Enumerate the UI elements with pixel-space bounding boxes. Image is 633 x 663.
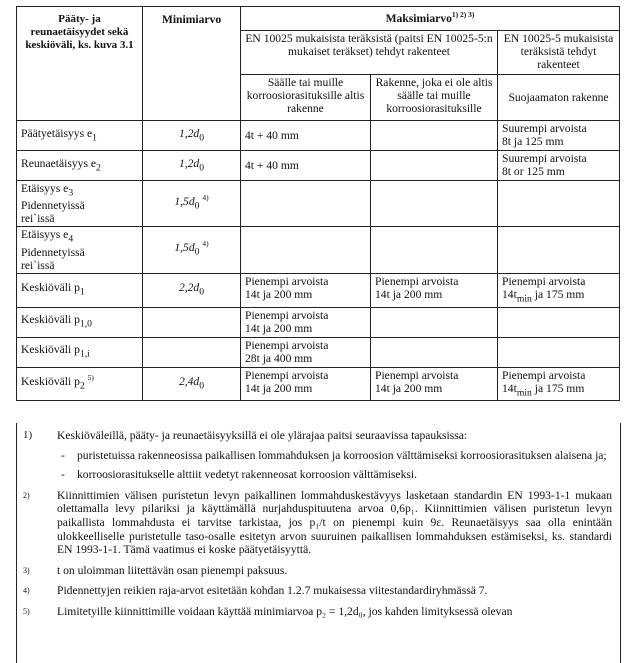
label-sub: 1 — [79, 286, 85, 298]
table-row — [17, 181, 620, 227]
dash: - — [61, 468, 65, 482]
row-label — [17, 151, 143, 181]
table-row — [17, 367, 620, 400]
a2-cell — [371, 307, 498, 337]
header-group-a: EN 10025 mukaisista teräksistä (paitsi EN 10025-5:n mukaiset teräkset) tehdyt rakenteet — [241, 31, 498, 75]
a1-line1: Pienempi arvoista — [245, 338, 329, 352]
a2-cell — [371, 181, 498, 227]
a2-cell — [371, 337, 498, 367]
a1-line1: Pienempi arvoista — [245, 274, 329, 288]
header-sub-a1: Säälle tai muille korroosiorasituksille altis rakenne — [241, 75, 371, 121]
footnote-text: t on uloimman liitettävän osan pienempi paksuus. — [57, 563, 288, 577]
min-cell — [143, 307, 241, 337]
footnote-1 — [17, 429, 612, 443]
a1-line2: 14t ja 200 mm — [245, 321, 313, 335]
min-cell — [143, 337, 241, 367]
footnote-number: 3) — [23, 565, 30, 575]
footnote-text: Kiinnittimien välisen puristetun levyn paikallinen lommahduskestävyys lasketaan standardin EN 1993-1-1 mukaan olettamalla levy pilariksi ja käyttämällä nurjahduspituutena arvoa 0,6p₁. Kiinnittimien välisen puristetun levyn paikallista lommahdusta ei tarvitse tarkistaa, jos p₁/t on pienempi kuin 9ε. Reunaetäisyys saa olla enintään ulokkeelliselle puristetulle taso-osalle esitetyn arvon suuruinen paikallisen lommahduksen estämiseksi, ks. standardi EN 1993-1-1. Tämä vaatimus ei koske päätyetäisyyttä. — [57, 488, 612, 557]
a2-line1: Pienempi arvoista — [375, 274, 459, 288]
a1-line1: Pienempi arvoista — [245, 368, 329, 382]
min-sub: 0 — [194, 246, 200, 258]
footnote-2 — [17, 489, 612, 557]
b-cell — [498, 367, 620, 400]
b-line2: 14t — [502, 381, 517, 395]
a1-line2: 28t ja 400 mm — [245, 351, 313, 365]
header-col-distances: Pääty- ja reunaetäisyydet sekä keskiöväli, ks. kuva 3.1 — [17, 7, 143, 121]
b-cell — [498, 337, 620, 367]
min-cell — [143, 227, 241, 273]
b-line1: Pienempi arvoista — [502, 368, 586, 382]
b-line2: 14t — [502, 287, 517, 301]
a1-cell: 4t + 40 mm — [241, 151, 371, 181]
label-text: Päätyetäisyys e — [21, 126, 93, 140]
table-row — [17, 121, 620, 151]
min-sub: 0 — [199, 380, 205, 392]
label-text: Keskiöväli p — [21, 313, 80, 327]
a1-cell — [241, 337, 371, 367]
b-tail: ja 175 mm — [531, 381, 585, 395]
min-text: 1,5d — [174, 241, 195, 255]
table-row — [17, 307, 620, 337]
b-line2: 8t or 125 mm — [502, 165, 565, 178]
header-max-text: Maksimiarvo — [385, 12, 452, 25]
label-text: Etäisyys e — [21, 228, 69, 242]
label-line3: rei`issä — [21, 258, 55, 272]
a2-cell — [371, 367, 498, 400]
label-sub: 1,i — [79, 348, 90, 360]
footnote-number: 1) — [23, 429, 33, 441]
label-text: Keskiöväli p — [21, 281, 80, 295]
row-label — [17, 273, 143, 307]
min-sup: 4) — [202, 193, 209, 203]
row-label — [17, 337, 143, 367]
label-sub: 1,0 — [79, 318, 93, 330]
b-cell — [498, 227, 620, 273]
b-cell — [498, 121, 620, 151]
min-cell — [143, 273, 241, 307]
row-label — [17, 121, 143, 151]
table-row — [17, 227, 620, 273]
a2-line2: 14t ja 200 mm — [375, 287, 443, 301]
footnote-1-item — [17, 468, 612, 482]
label-text: Keskiöväli p — [21, 343, 80, 357]
label-line2: Pidennetyissä — [21, 199, 85, 213]
header-group-b: EN 10025-5 mukaisista teräksistä tehdyt rakenteet — [498, 31, 620, 75]
min-sup: 4) — [202, 239, 209, 249]
a1-cell — [241, 307, 371, 337]
b-line1: Suurempi arvoista — [502, 122, 587, 135]
footnote-4 — [17, 584, 612, 598]
header-col-min — [143, 7, 241, 121]
label-sub: 1 — [92, 132, 97, 144]
b-line2: 8t ja 125 mm — [502, 135, 564, 148]
footnote-text: Keskiöväleillä, pääty- ja reunaetäisyyksillä ei ole ylärajaa paitsi seuraavissa tapauksissa: — [57, 429, 468, 442]
a2-cell — [371, 151, 498, 181]
b-sub: min — [516, 386, 532, 398]
header-max-sup: 1) 2) 3) — [451, 10, 475, 20]
min-sub: 0 — [194, 200, 200, 212]
a1-cell — [241, 227, 371, 273]
a2-cell — [371, 227, 498, 273]
a1-cell — [241, 181, 371, 227]
b-sub: min — [516, 292, 532, 304]
table-row — [17, 151, 620, 181]
spacing-table — [16, 6, 620, 401]
footnote-number: 4) — [23, 586, 30, 596]
b-cell — [498, 273, 620, 307]
min-cell — [143, 151, 241, 181]
label-sub: 3 — [68, 187, 74, 199]
footnote-text: Pidennettyjen reikien raja-arvot esitetään kohdan 1.2.7 mukaisessa viitestandardiryhmässä 7. — [57, 584, 488, 598]
footnote-text: Limitetyille kiinnittimille voidaan käyttää minimiarvoa p₂ = 1,2d₀, jos kahden limityksessä olevan — [57, 604, 513, 618]
min-cell — [143, 367, 241, 400]
footnote-3 — [17, 564, 612, 578]
a1-line2: 14t ja 200 mm — [245, 381, 313, 395]
min-cell — [143, 181, 241, 227]
b-tail: ja 175 mm — [531, 287, 585, 301]
header-sub-a2: Rakenne, joka ei ole altis säälle tai muille korroosiorasituksille — [371, 75, 498, 121]
min-text: 1,5d — [174, 195, 195, 208]
min-sub: 0 — [199, 162, 205, 174]
table-row — [17, 337, 620, 367]
footnote-item-text: korroosiorasitukselle alttiit vedetyt rakenneosat korroosion välttämiseksi. — [77, 468, 418, 482]
footnote-5 — [17, 605, 612, 619]
b-cell — [498, 151, 620, 181]
label-sup: 5) — [87, 373, 94, 383]
label-line2: Pidennetyissä — [21, 245, 85, 259]
min-text: 2,4d — [178, 375, 200, 389]
b-line1: Suurempi arvoista — [502, 152, 587, 165]
b-cell — [498, 181, 620, 227]
label-sub: 4 — [68, 233, 74, 245]
b-cell — [498, 307, 620, 337]
min-text: 1,2d — [178, 156, 200, 170]
footnote-1-item — [17, 449, 612, 463]
label-sub: 2 — [79, 380, 85, 392]
min-text: 1,2d — [178, 126, 200, 140]
label-text: Etäisyys e — [21, 182, 69, 195]
row-label — [17, 307, 143, 337]
min-text: 2,2d — [178, 281, 200, 295]
header-max — [241, 7, 620, 31]
a1-cell: 4t + 40 mm — [241, 121, 371, 151]
footnote-number: 2) — [23, 490, 30, 500]
a1-line1: Pienempi arvoista — [245, 308, 329, 322]
dash: - — [61, 448, 65, 462]
header-min-text: Minimiarvo — [161, 13, 222, 26]
b-line1: Pienempi arvoista — [502, 274, 586, 288]
a1-line2: 14t ja 200 mm — [245, 287, 313, 301]
label-sub: 2 — [96, 162, 101, 174]
a2-line2: 14t ja 200 mm — [375, 381, 443, 395]
a2-line1: Pienempi arvoista — [375, 368, 459, 382]
a2-cell — [371, 273, 498, 307]
row-label — [17, 181, 143, 227]
row-label — [17, 367, 143, 400]
a2-cell — [371, 121, 498, 151]
header-sub-b: Suojaamaton rakenne — [498, 75, 620, 121]
a1-cell — [241, 367, 371, 400]
footnote-item-text: puristetuissa rakenneosissa paikallisen lommahduksen ja korroosion välttämiseksi korroosiorasituksen alaisena ja; — [77, 448, 607, 462]
label-line3: rei`issä — [21, 212, 55, 226]
footnotes — [16, 423, 621, 663]
footnote-number: 5) — [23, 606, 30, 616]
min-sub: 0 — [199, 286, 205, 298]
a1-cell — [241, 273, 371, 307]
label-text: Keskiöväli p — [21, 375, 80, 389]
label-text: Reunaetäisyys e — [21, 156, 97, 170]
row-label — [17, 227, 143, 273]
table-row — [17, 273, 620, 307]
min-sub: 0 — [199, 132, 205, 144]
min-cell — [143, 121, 241, 151]
